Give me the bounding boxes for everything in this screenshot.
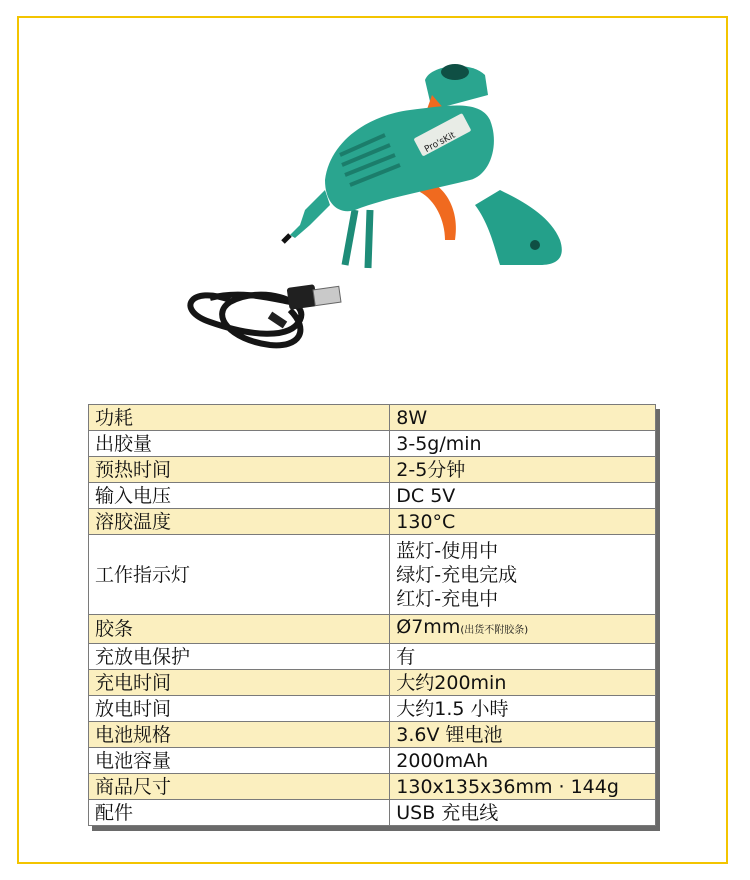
spec-note: (出货不附胶条) — [460, 625, 529, 636]
spec-value — [390, 800, 656, 826]
spec-row — [89, 774, 656, 800]
spec-row — [89, 509, 656, 535]
spec-value — [390, 457, 656, 483]
spec-row — [89, 644, 656, 670]
glue-gun-icon — [283, 64, 562, 268]
spec-value — [390, 535, 656, 615]
spec-value-text: 130x135x36mm · 144g — [396, 775, 619, 798]
spec-label: 放电时间 — [89, 696, 390, 722]
spec-value — [390, 509, 656, 535]
spec-label: 电池规格 — [89, 722, 390, 748]
indicator-line: 蓝灯-使用中 — [396, 539, 499, 562]
spec-label: 胶条 — [89, 615, 390, 644]
spec-value-text: Ø7mm — [396, 616, 461, 638]
spec-value — [390, 431, 656, 457]
spec-label: 溶胶温度 — [89, 509, 390, 535]
brand-label: Pro'sKit — [423, 130, 458, 156]
spec-row — [89, 722, 656, 748]
spec-value — [390, 774, 656, 800]
spec-value-text: 8W — [396, 406, 428, 429]
spec-label: 电池容量 — [89, 748, 390, 774]
spec-row — [89, 670, 656, 696]
indicator-line: 红灯-充电中 — [396, 587, 499, 610]
spec-row — [89, 457, 656, 483]
spec-value-text: 大约200min — [396, 671, 507, 694]
spec-value — [390, 483, 656, 509]
spec-label: 出胶量 — [89, 431, 390, 457]
spec-value-text: USB 充电线 — [396, 801, 499, 824]
spec-value — [390, 405, 656, 431]
spec-value-text: 有 — [396, 645, 416, 668]
spec-table — [88, 404, 656, 826]
glue-gun-product-image — [170, 40, 590, 370]
spec-row — [89, 696, 656, 722]
spec-row — [89, 800, 656, 826]
spec-row — [89, 535, 656, 615]
spec-label: 商品尺寸 — [89, 774, 390, 800]
spec-value-text: 2000mAh — [396, 749, 489, 772]
spec-label: 预热时间 — [89, 457, 390, 483]
spec-row — [89, 431, 656, 457]
spec-label: 功耗 — [89, 405, 390, 431]
indicator-line: 绿灯-充电完成 — [396, 563, 518, 586]
spec-value — [390, 722, 656, 748]
spec-label: 工作指示灯 — [89, 535, 390, 615]
spec-row — [89, 748, 656, 774]
spec-value — [390, 748, 656, 774]
spec-value — [390, 696, 656, 722]
spec-value — [390, 670, 656, 696]
spec-label: 充放电保护 — [89, 644, 390, 670]
spec-value — [390, 615, 656, 644]
spec-value — [390, 644, 656, 670]
spec-row — [89, 483, 656, 509]
spec-row — [89, 615, 656, 644]
spec-label: 配件 — [89, 800, 390, 826]
usb-cable-icon — [190, 284, 341, 345]
spec-value-text: 大约1.5 小時 — [396, 697, 509, 720]
spec-label: 输入电压 — [89, 483, 390, 509]
spec-value-text: DC 5V — [396, 484, 456, 507]
spec-value-text: 3.6V 锂电池 — [396, 723, 503, 746]
spec-label: 充电时间 — [89, 670, 390, 696]
spec-row — [89, 405, 656, 431]
spec-value-text: 3-5g/min — [396, 432, 482, 455]
spec-value-text: 2-5分钟 — [396, 458, 466, 481]
spec-value-text: 130°C — [396, 510, 456, 533]
